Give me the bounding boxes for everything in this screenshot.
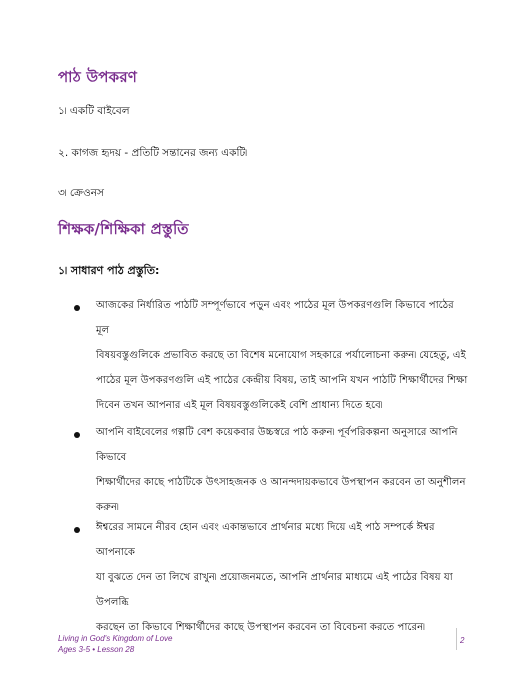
bullet-line: আজকের নির্ধারিত পাঠটি সম্পূর্ণভাবে পড়ুন এবং পাঠের মূল উপকরণগুলি কিভাবে পাঠের মূল [96,300,454,336]
bullet-icon [74,305,80,311]
bullet-icon [74,527,80,533]
material-item: ২. কাগজ হৃদয় - প্রতিটি সন্তানের জন্য একটি৷ [58,147,247,159]
footer-subtitle: Ages 3-5 • Lesson 28 [58,645,135,654]
bullet-line: যা বুঝতে দেন তা লিখে রাখুন৷ প্রয়োজনমতে, আপনি প্রার্থনার মাধ্যমে এই পাঠের বিষয় যা উপলব্ধি [96,572,453,608]
page-number: 2 [460,636,465,645]
footer-title: Living in God's Kingdom of Love [58,634,173,643]
bullet-line: দিবেন তখন আপনার এই মূল বিষয়বস্তুগুলিকেই বেশি প্রাধান্য দিতে হবে৷ [96,400,383,411]
subheading-general-prep: ১৷ সাধারণ পাঠ প্রস্তুতি: [58,264,160,277]
section-heading-materials: পাঠ উপকরণ [58,68,138,86]
bullet-line: বিষয়বস্তুগুলিকে প্রভাবিত করছে তা বিশেষ মনোযোগ সহকারে পর্যালোচনা করুন৷ যেহেতু, এই [96,350,466,361]
bullet-paragraph [96,515,468,640]
footer-divider [456,628,457,650]
bullet-paragraph [96,420,468,520]
bullet-line: করছেন তা কিভাবে শিক্ষার্থীদের কাছে উপস্থাপন করবেন তা বিবেচনা করতে পারেন৷ [96,622,425,633]
footer-text [58,633,172,655]
bullet-line: ঈশ্বরের সামনে নীরব হোন এবং একান্তভাবে প্রার্থনার মধ্যে দিয়ে এই পাঠ সম্পর্কে ঈশ্বর আপনাকে [96,522,435,558]
material-item: ৩৷ ক্রেওনস [58,187,104,199]
bullet-line: করুন৷ [96,502,119,513]
bullet-line: পাঠের মূল উপকরণগুলি এই পাঠের কেন্দ্রীয় বিষয়, তাই আপনি যখন পাঠটি শিক্ষার্থীদের শিক্ষা [96,375,468,386]
bullet-line: শিক্ষার্থীদের কাছে পাঠটিকে উৎসাহজনক ও আনন্দদায়কভাবে উপস্থাপন করবেন তা অনুশীলন [96,477,466,488]
bullet-line: আপনি বাইবেলের গল্পটি বেশ কয়েকবার উচ্চস্বরে পাঠ করুন৷ পূর্বপরিকল্পনা অনুসারে আপনি কিভাবে [96,427,458,463]
material-item: ১৷ একটি বাইবেল [58,105,130,117]
bullet-paragraph [96,293,468,418]
bullet-icon [74,432,80,438]
section-heading-teacher-prep: শিক্ষক/শিক্ষিকা প্রস্তুতি [58,220,189,238]
